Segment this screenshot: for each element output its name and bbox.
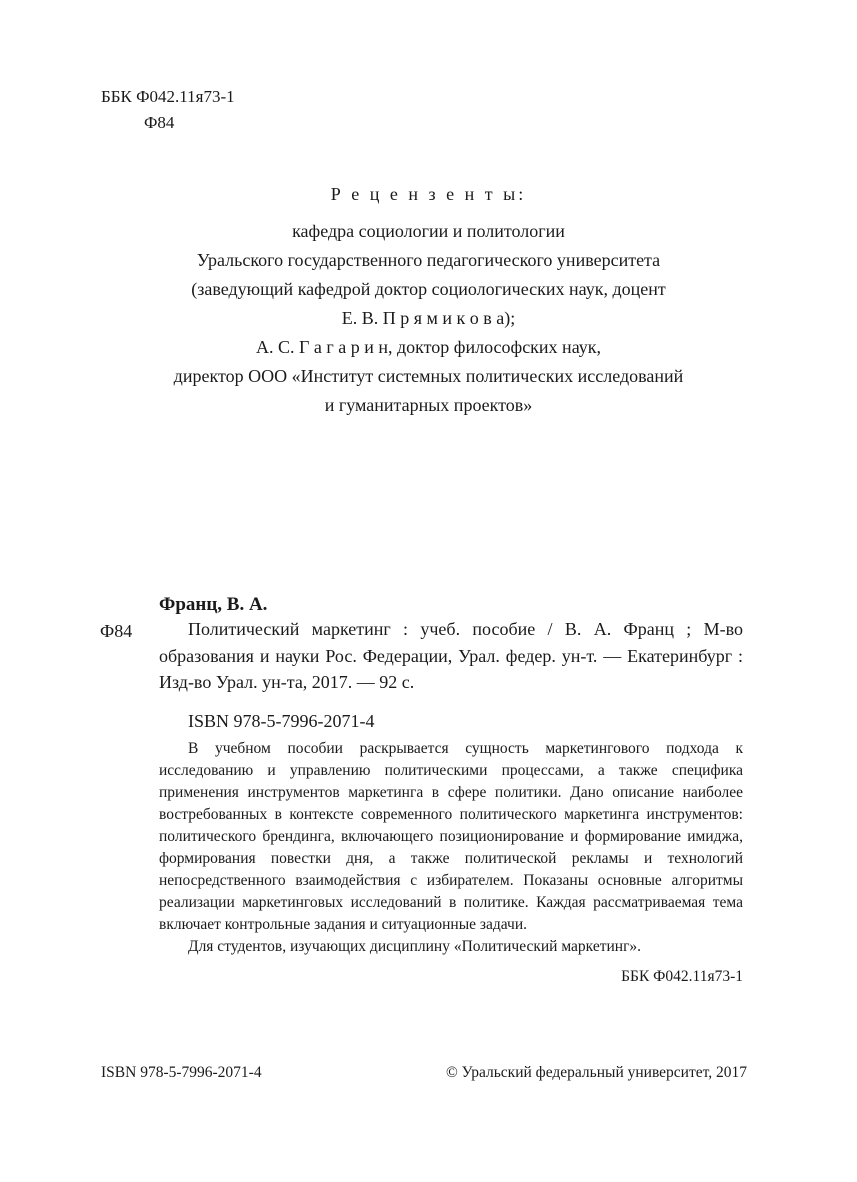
- reviewers-heading: Р е ц е н з е н т ы:: [330, 184, 527, 204]
- reviewer-name: А. С. Г а г а р и н: [255, 337, 389, 357]
- bbk-classification: [101, 84, 235, 136]
- reviewer-line: (заведующий кафедрой доктор социологических наук, доцент: [191, 279, 666, 299]
- author-mark: Ф84: [144, 113, 175, 132]
- annotation-paragraph: В учебном пособии раскрывается сущность маркетингового подхода к исследованию и управлению политическими процессами, а также специфика применения инструментов маркетинга в сфере политики. Дано описание наиболее востребованных в контексте современного политического маркетинга инструментов: политического брендинга, включающего позиционирование и формирование имиджа, формирования повестки дня, а также политической рекламы и технологий непосредственного взаимодействия с избирателем. Показаны основные алгоритмы реализации маркетинговых исследований в политике. Каждая рассматриваемая тема включает контрольные задания и ситуационные задачи.: [159, 740, 743, 933]
- reviewer-line: Е. В. П р я м и к о в а);: [341, 308, 516, 328]
- reviewer-line: А. С. Г а г а р и н, доктор философских наук,: [255, 337, 602, 357]
- reviewer-line: директор ООО «Институт системных политических исследований: [173, 366, 684, 386]
- reviewers-block: [0, 180, 857, 420]
- bibliographic-description: [159, 616, 743, 734]
- catalog-description: Политический маркетинг : учеб. пособие / В. А. Франц ; М-во образования и науки Рос. Федерации, Урал. федер. ун-т. — Екатеринбург : Изд-во Урал. ун-та, 2017. — 92 с.: [159, 619, 743, 692]
- bbk-code: ББК Ф042.11я73-1: [101, 87, 235, 106]
- catalog-shelf-code: Ф84: [100, 621, 133, 641]
- catalog-isbn: ISBN 978-5-7996-2071-4: [188, 710, 375, 731]
- reviewer-line: Уральского государственного педагогического университета: [196, 250, 661, 270]
- annotation-block: [159, 738, 743, 988]
- annotation-audience: Для студентов, изучающих дисциплину «Политический маркетинг».: [188, 938, 642, 955]
- annotation-bbk: ББК Ф042.11я73-1: [621, 968, 743, 985]
- reviewer-line: кафедра социологии и политологии: [292, 221, 565, 241]
- reviewer-line: и гуманитарных проектов»: [324, 395, 533, 415]
- footer-copyright: © Уральский федеральный университет, 2017: [445, 1064, 747, 1081]
- reviewer-name: Е. В. П р я м и к о в а: [341, 308, 505, 328]
- catalog-author: Франц, В. А.: [159, 594, 268, 615]
- footer-isbn: ISBN 978-5-7996-2071-4: [101, 1064, 262, 1081]
